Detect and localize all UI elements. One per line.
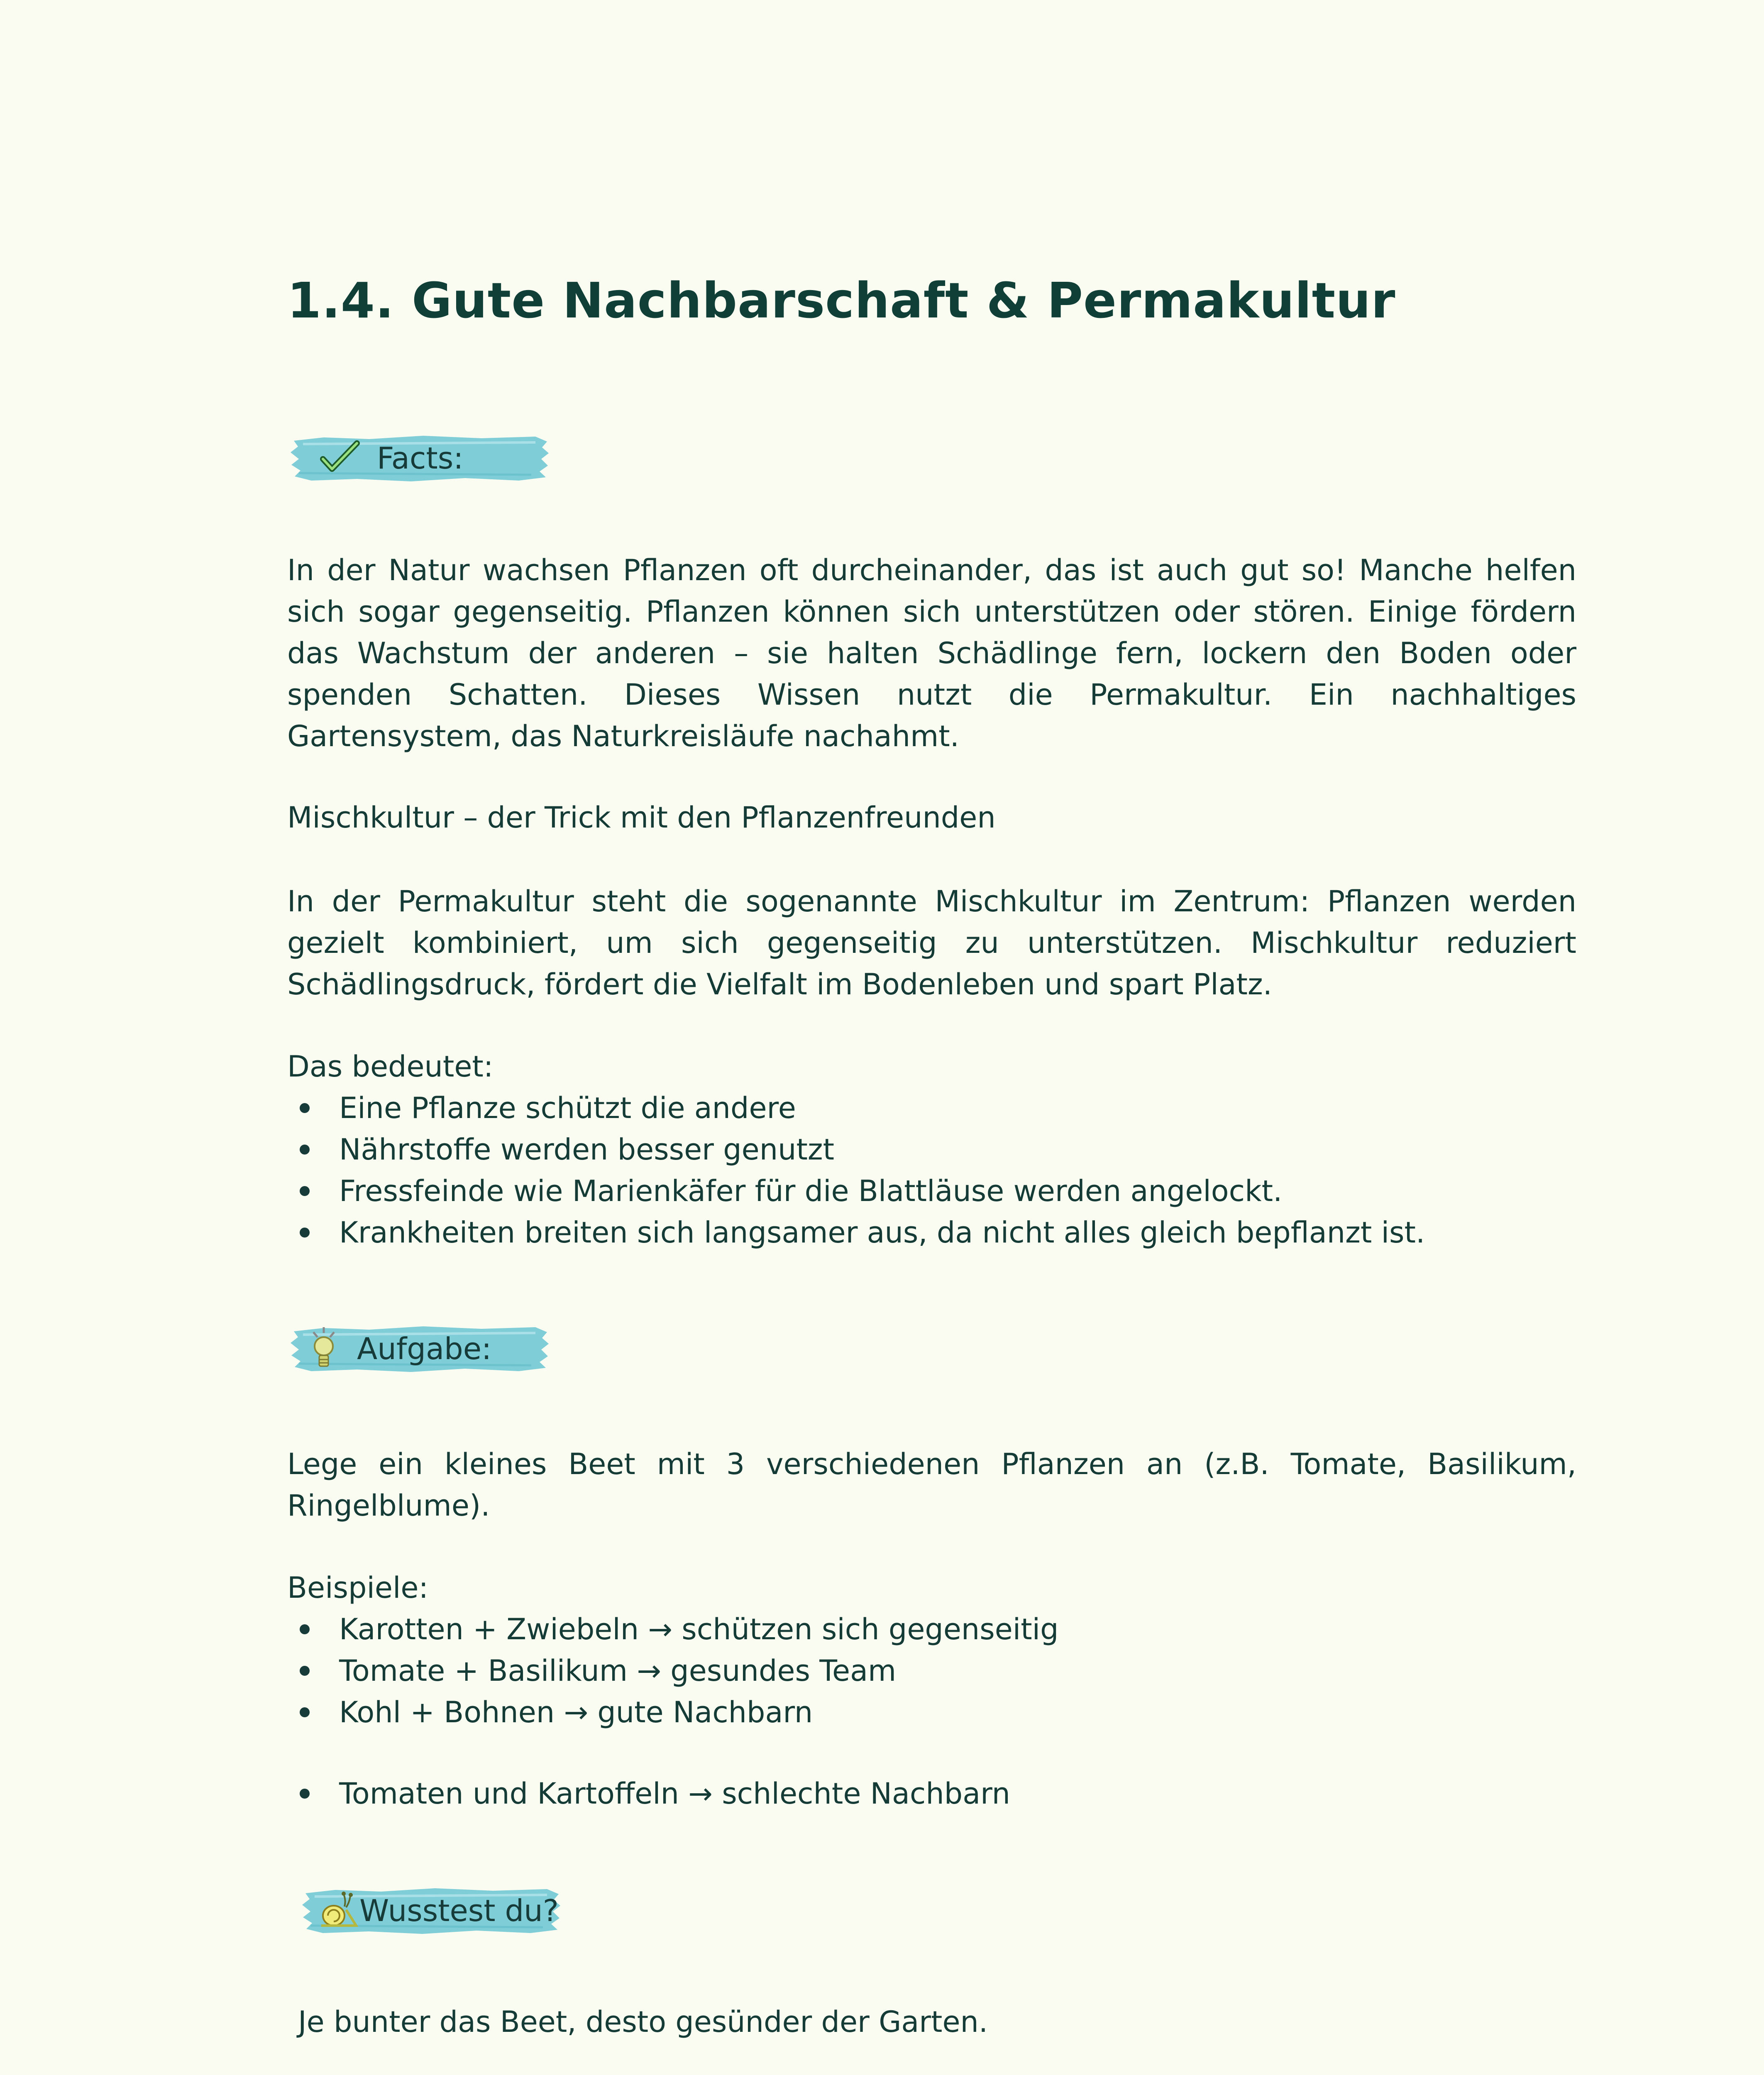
list-intro: Das bedeutet: [287, 1050, 494, 1084]
list-item: Eine Pflanze schützt die andere [287, 1087, 1425, 1129]
facts-list [287, 1087, 1425, 1253]
subheading: Mischkultur – der Trick mit den Pflanzenfreunden [287, 801, 996, 835]
snail-icon [319, 1890, 360, 1931]
facts-label: Facts: [377, 441, 464, 476]
list-item: Kohl + Bohnen → gute Nachbarn [287, 1692, 1059, 1733]
list-item: Karotten + Zwiebeln → schützen sich gegenseitig [287, 1609, 1059, 1650]
examples-intro: Beispiele: [287, 1571, 429, 1605]
didyouknow-text: Je bunter das Beet, desto gesünder der Garten. [298, 2005, 988, 2039]
list-item: Nährstoffe werden besser genutzt [287, 1129, 1425, 1170]
list-item: Tomaten und Kartoffeln → schlechte Nachbarn [287, 1773, 1010, 1814]
didyouknow-tag [298, 1884, 564, 1938]
bad-example-list [287, 1773, 1010, 1814]
lightbulb-icon [309, 1326, 338, 1372]
didyouknow-label: Wusstest du? [359, 1893, 559, 1928]
list-item: Krankheiten breiten sich langsamer aus, da nicht alles gleich bepflanzt ist. [287, 1212, 1425, 1253]
task-tag [286, 1322, 552, 1376]
facts-tag [286, 432, 552, 486]
page-title: 1.4. Gute Nachbarschaft & Permakultur [287, 272, 1396, 329]
examples-list [287, 1609, 1059, 1733]
checkmark-icon [320, 440, 361, 477]
facts-paragraph: In der Natur wachsen Pflanzen oft durcheinander, das ist auch gut so! Manche helfen sich sogar gegenseitig. Pflanzen können sich unterstützen oder stören. Einige fördern das Wachstum der anderen – sie halten Schädlinge fern, lockern den Boden oder spenden Schatten. Dieses Wissen nutzt die Permakultur. Ein nachhaltiges Gartensystem, das Naturkreisläufe nachahmt. [287, 553, 1576, 753]
mischkultur-paragraph: In der Permakultur steht die sogenannte Mischkultur im Zentrum: Pflanzen werden gezielt kombiniert, um sich gegenseitig zu unterstützen. Mischkultur reduziert Schädlingsdruck, fördert die Vielfalt im Bodenleben und spart Platz. [287, 884, 1576, 1001]
list-item: Tomate + Basilikum → gesundes Team [287, 1650, 1059, 1692]
task-paragraph: Lege ein kleines Beet mit 3 verschiedenen Pflanzen an (z.B. Tomate, Basilikum, Ringelblume). [287, 1447, 1576, 1523]
list-item: Fressfeinde wie Marienkäfer für die Blattläuse werden angelockt. [287, 1170, 1425, 1212]
task-label: Aufgabe: [357, 1331, 492, 1366]
